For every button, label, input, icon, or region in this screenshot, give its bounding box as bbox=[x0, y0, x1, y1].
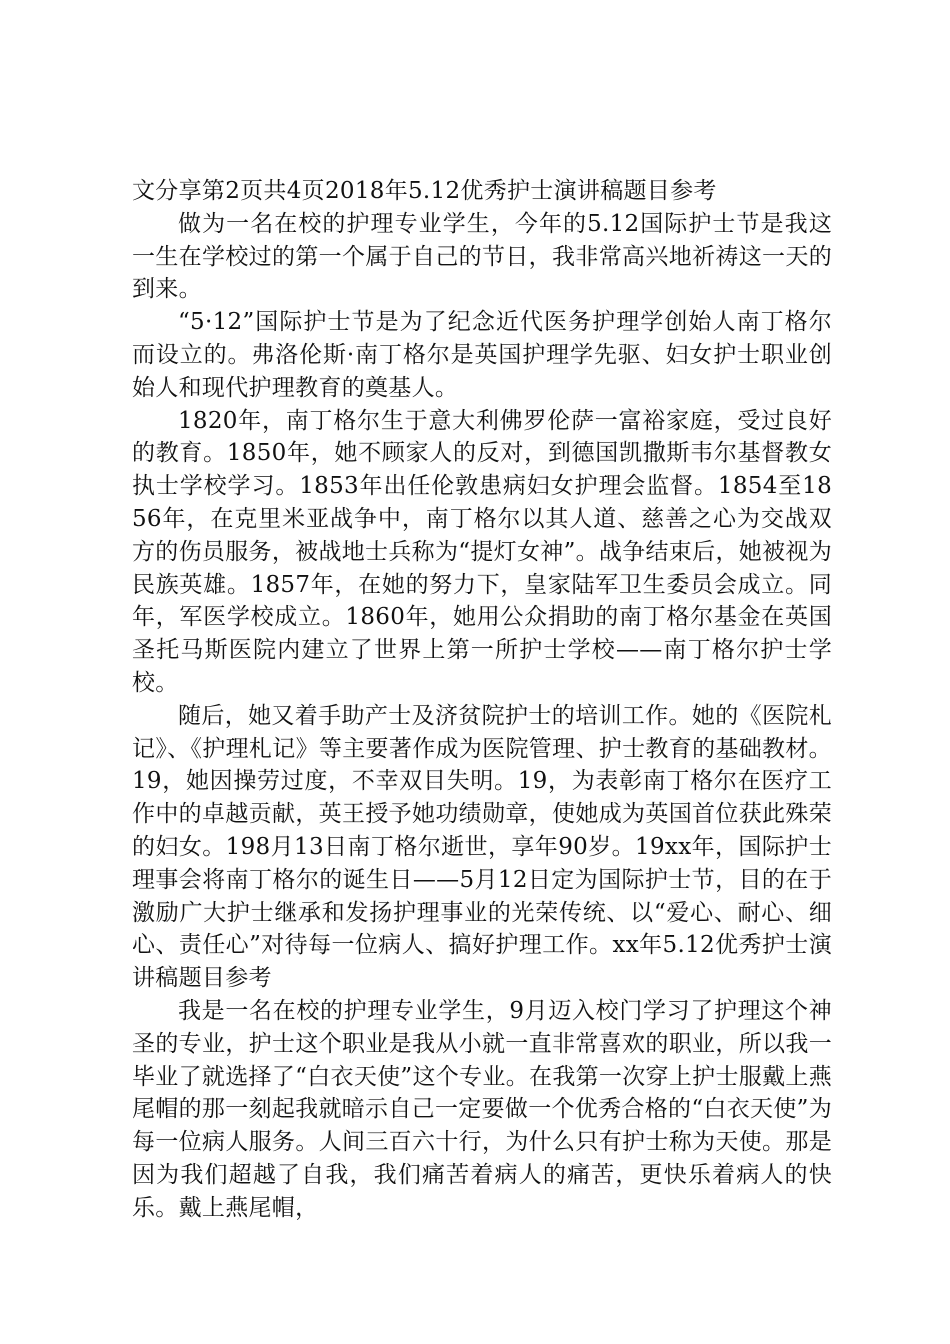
paragraph: 1820年，南丁格尔生于意大利佛罗伦萨一富裕家庭，受过良好的教育。1850年，她不顾家人的反对，到德国凯撒斯韦尔基督教女执士学校学习。1853年出任伦敦患病妇女护理会监督。1854至1856年，在克里米亚战争中，南丁格尔以其人道、慈善之心为交战双方的伤员服务，被战地士兵称为“提灯女神”。战争结束后，她被视为民族英雄。1857年，在她的努力下，皇家陆军卫生委员会成立。同年，军医学校成立。1860年，她用公众捐助的南丁格尔基金在英国圣托马斯医院内建立了世界上第一所护士学校——南丁格尔护士学校。 bbox=[132, 407, 832, 696]
paragraph: 随后，她又着手助产士及济贫院护士的培训工作。她的《医院札记》、《护理札记》等主要著作成为医院管理、护士教育的基础教材。19，她因操劳过度，不幸双目失明。19，为表彰南丁格尔在医疗工作中的卓越贡献，英王授予她功绩勋章，使她成为英国首位获此殊荣的妇女。198月13日南丁格尔逝世，享年90岁。19xx年，国际护士理事会将南丁格尔的诞生日——5月12日定为国际护士节，目的在于激励广大护士继承和发扬护理事业的光荣传统、以“爱心、耐心、细心、责任心”对待每一位病人、搞好护理工作。xx年5.12优秀护士演讲稿题目参考 bbox=[132, 702, 832, 992]
paragraph: 我是一名在校的护理专业学生，9月迈入校门学习了护理这个神圣的专业，护士这个职业是我从小就一直非常喜欢的职业，所以我一毕业了就选择了“白衣天使”这个专业。在我第一次穿上护士服戴上燕尾帽的那一刻起我就暗示自己一定要做一个优秀合格的“白衣天使”为每一位病人服务。人间三百六十行，为什么只有护士称为天使。那是因为我们超越了自我，我们痛苦着病人的痛苦，更快乐着病人的快乐。戴上燕尾帽， bbox=[132, 997, 832, 1221]
paragraph: “5·12”国际护士节是为了纪念近代医务护理学创始人南丁格尔而设立的。弗洛伦斯·南丁格尔是英国护理学先驱、妇女护士职业创始人和现代护理教育的奠基人。 bbox=[132, 309, 832, 401]
header-line: 文分享第2页共4页2018年5.12优秀护士演讲稿题目参考 bbox=[132, 178, 717, 204]
paragraph: 做为一名在校的护理专业学生，今年的5.12国际护士节是我这一生在学校过的第一个属于自己的节日，我非常高兴地祈祷这一天的到来。 bbox=[132, 210, 832, 303]
document-body bbox=[132, 175, 832, 1225]
